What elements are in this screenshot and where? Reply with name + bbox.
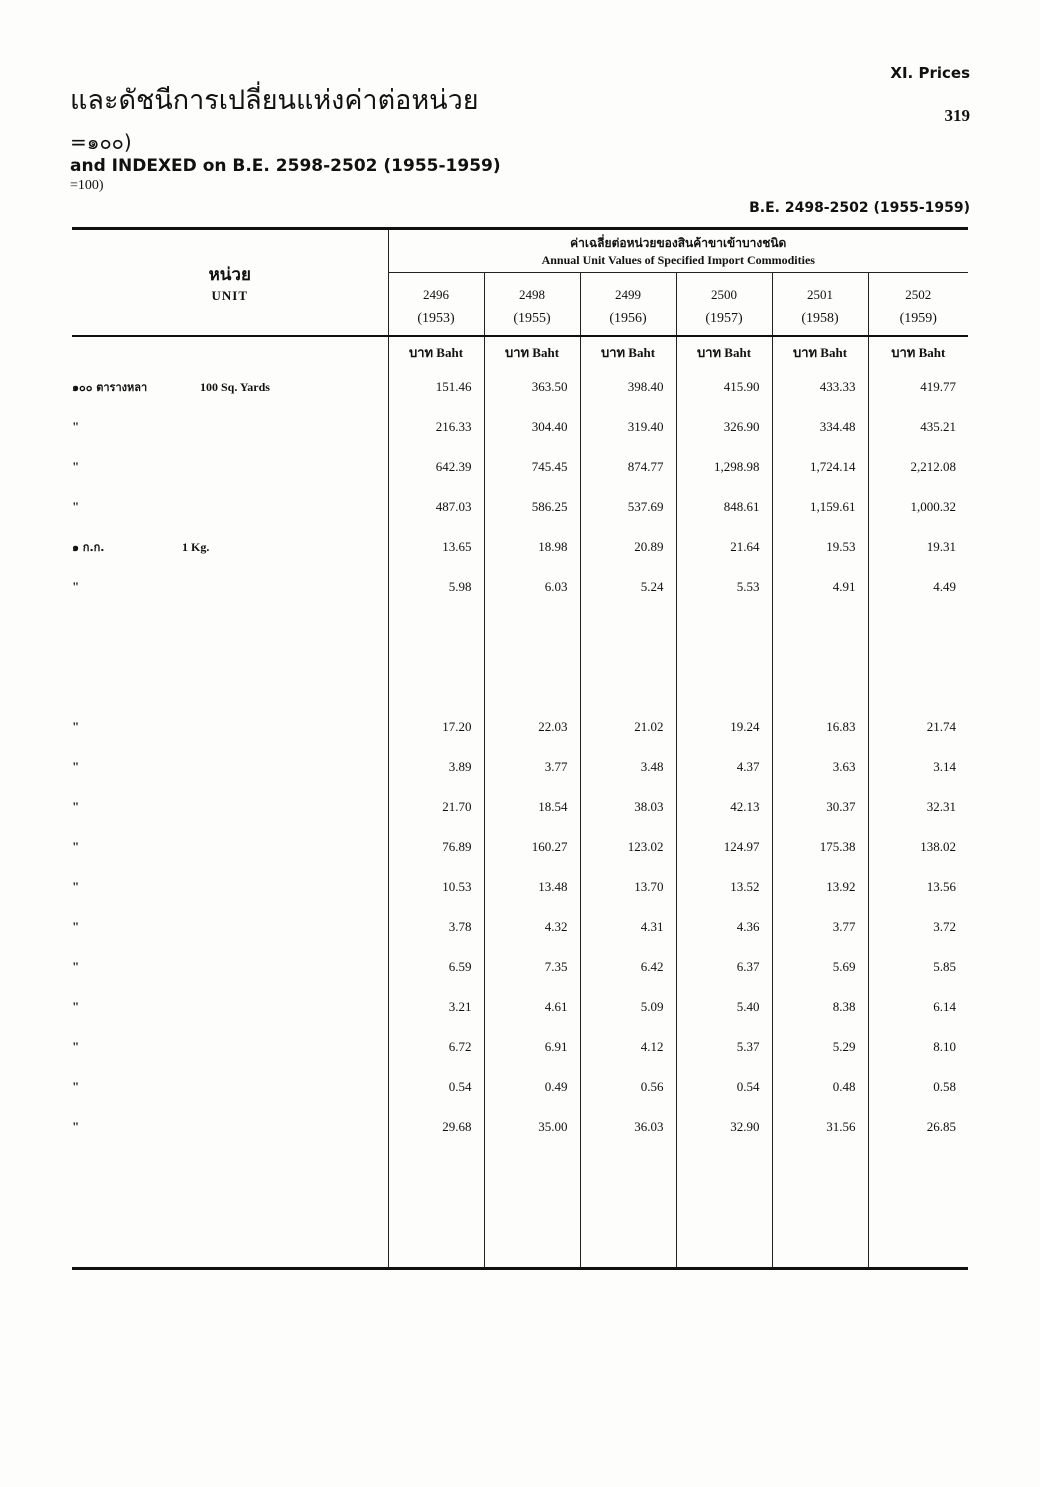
year-be-cell: 2498: [484, 273, 580, 304]
value-cell: 4.12: [580, 1027, 676, 1067]
value-cell: 4.37: [676, 747, 772, 787]
value-cell: 13.65: [388, 527, 484, 567]
value-cell: 13.52: [676, 867, 772, 907]
unit-cell: [72, 1067, 388, 1107]
unit-cell: [72, 447, 388, 487]
value-cell: 29.68: [388, 1107, 484, 1147]
unit-cell: [72, 487, 388, 527]
year-be-cell: 2496: [388, 273, 484, 304]
title-thai: และดัชนีการเปลี่ยนแห่งค่าต่อหน่วย: [70, 85, 479, 116]
section-label: XI. Prices: [890, 64, 970, 82]
unit-cell: [72, 567, 388, 607]
spacer-cell: [772, 607, 868, 707]
spacer-cell: [388, 607, 484, 707]
ditto-mark: ": [72, 999, 80, 1014]
table-row: [72, 1027, 968, 1067]
value-cell: 3.21: [388, 987, 484, 1027]
value-cell: 138.02: [920, 839, 957, 854]
ditto-mark: ": [72, 1039, 80, 1054]
value-cell: 26.85: [926, 1119, 957, 1134]
value-cell: 19.53: [772, 527, 868, 567]
tail-cell: [388, 1147, 484, 1269]
table-row: [72, 747, 968, 787]
value-cell: 398.40: [580, 367, 676, 407]
value-cell: 42.13: [676, 787, 772, 827]
year-be-cell: 2502: [905, 287, 932, 302]
value-cell: 6.91: [484, 1027, 580, 1067]
value-cell: 0.49: [484, 1067, 580, 1107]
table-row: [72, 487, 968, 527]
value-cell: 21.70: [388, 787, 484, 827]
title-english-suffix: =100): [70, 178, 104, 193]
value-cell: 123.02: [580, 827, 676, 867]
spacer-cell: [868, 607, 968, 707]
value-cell: 13.92: [772, 867, 868, 907]
value-cell: 642.39: [388, 447, 484, 487]
value-cell: 435.21: [920, 419, 957, 434]
year-ce-cell: (1958): [772, 303, 868, 336]
value-cell: 16.83: [772, 707, 868, 747]
unit-cell-empty: [72, 336, 388, 367]
spacer-row: [72, 607, 968, 707]
currency-cell: บาท Baht: [676, 336, 772, 367]
value-cell: 319.40: [580, 407, 676, 447]
value-cell: 3.14: [933, 759, 957, 774]
value-cell: 21.02: [580, 707, 676, 747]
year-ce-cell: (1955): [484, 303, 580, 336]
table-row: [72, 527, 968, 567]
value-cell: 1,298.98: [676, 447, 772, 487]
value-cell: 3.78: [388, 907, 484, 947]
value-cell: 216.33: [388, 407, 484, 447]
value-cell: 848.61: [676, 487, 772, 527]
value-cell: 17.20: [388, 707, 484, 747]
value-cell: 0.48: [772, 1067, 868, 1107]
currency-cell: บาท Baht: [484, 336, 580, 367]
unit-cell: [72, 827, 388, 867]
unit-values-table: [72, 227, 968, 1270]
value-cell: 3.89: [388, 747, 484, 787]
unit-cell: [72, 407, 388, 447]
table-row: [72, 947, 968, 987]
table-row: [72, 367, 968, 407]
unit-header-english: UNIT: [211, 288, 248, 303]
value-cell: 6.14: [933, 999, 957, 1014]
value-cell: 5.29: [772, 1027, 868, 1067]
value-cell: 537.69: [580, 487, 676, 527]
year-ce-cell: (1953): [388, 303, 484, 336]
value-cell: 419.77: [920, 379, 957, 394]
value-cell: 20.89: [580, 527, 676, 567]
value-cell: 160.27: [484, 827, 580, 867]
value-cell: 21.64: [676, 527, 772, 567]
ditto-mark: ": [72, 719, 80, 734]
spacer-cell: [580, 607, 676, 707]
spacer-cell: [484, 607, 580, 707]
unit-cell: [72, 747, 388, 787]
tail-cell: [72, 1147, 388, 1269]
ditto-mark: ": [72, 1119, 80, 1134]
year-be-cell: 2501: [772, 273, 868, 304]
value-cell: 5.40: [676, 987, 772, 1027]
value-cell: 31.56: [772, 1107, 868, 1147]
value-cell: 2,212.08: [910, 459, 957, 474]
value-cell: 8.10: [933, 1039, 957, 1054]
title-thai-suffix: =๑๐๐): [70, 130, 132, 154]
value-cell: 745.45: [484, 447, 580, 487]
value-cell: 5.69: [772, 947, 868, 987]
ditto-mark: ": [72, 839, 80, 854]
value-cell: 4.32: [484, 907, 580, 947]
value-cell: 13.48: [484, 867, 580, 907]
ditto-mark: ": [72, 499, 80, 514]
unit-cell: [72, 947, 388, 987]
table-row: [72, 987, 968, 1027]
title-english: and INDEXED on B.E. 2598-2502 (1955-1959): [70, 156, 501, 176]
unit-cell: [72, 1027, 388, 1067]
table-row: [72, 707, 968, 747]
value-cell: 5.37: [676, 1027, 772, 1067]
ditto-mark: ": [72, 759, 80, 774]
value-cell: 175.38: [772, 827, 868, 867]
value-cell: 35.00: [484, 1107, 580, 1147]
value-cell: 76.89: [388, 827, 484, 867]
table-row: [72, 447, 968, 487]
unit-header: [72, 229, 388, 337]
ditto-mark: ": [72, 1079, 80, 1094]
value-cell: 1,724.14: [772, 447, 868, 487]
tail-cell: [772, 1147, 868, 1269]
value-cell: 0.58: [933, 1079, 957, 1094]
unit-cell: [72, 367, 388, 407]
table-row: [72, 867, 968, 907]
unit-cell: [72, 787, 388, 827]
value-cell: 151.46: [388, 367, 484, 407]
value-cell: 4.31: [580, 907, 676, 947]
table-row: [72, 1107, 968, 1147]
value-cell: 18.54: [484, 787, 580, 827]
value-cell: 7.35: [484, 947, 580, 987]
table-row: [72, 907, 968, 947]
value-cell: 3.48: [580, 747, 676, 787]
value-cell: 0.54: [676, 1067, 772, 1107]
value-cell: 1,159.61: [772, 487, 868, 527]
currency-row: [72, 336, 968, 367]
year-be-cell: 2500: [676, 273, 772, 304]
currency-cell: บาท Baht: [580, 336, 676, 367]
tail-cell: [868, 1147, 968, 1269]
year-be-cell: 2499: [580, 273, 676, 304]
table-row: [72, 787, 968, 827]
value-cell: 8.38: [772, 987, 868, 1027]
value-cell: 3.77: [484, 747, 580, 787]
value-cell: 6.59: [388, 947, 484, 987]
ditto-mark: ": [72, 419, 80, 434]
currency-cell: บาท Baht: [772, 336, 868, 367]
value-cell: 13.56: [926, 879, 957, 894]
ditto-mark: ": [72, 459, 80, 474]
currency-cell: บาท Baht: [891, 344, 946, 360]
value-cell: 326.90: [676, 407, 772, 447]
ditto-mark: ": [72, 959, 80, 974]
year-ce-cell: (1956): [580, 303, 676, 336]
ditto-mark: ": [72, 919, 80, 934]
group-header: [388, 229, 968, 273]
value-cell: 30.37: [772, 787, 868, 827]
page-number: 319: [944, 106, 970, 125]
tail-cell: [676, 1147, 772, 1269]
unit-english: 1 Kg.: [182, 540, 210, 554]
period-label: B.E. 2498-2502 (1955-1959): [749, 200, 970, 216]
year-ce-cell: (1957): [676, 303, 772, 336]
value-cell: 124.97: [676, 827, 772, 867]
value-cell: 5.85: [933, 959, 957, 974]
unit-cell: [72, 987, 388, 1027]
value-cell: 334.48: [772, 407, 868, 447]
value-cell: 19.31: [926, 539, 957, 554]
tail-row: [72, 1147, 968, 1269]
value-cell: 22.03: [484, 707, 580, 747]
table-body: [72, 336, 968, 1269]
spacer-cell: [72, 607, 388, 707]
tail-cell: [484, 1147, 580, 1269]
value-cell: 36.03: [580, 1107, 676, 1147]
value-cell: 10.53: [388, 867, 484, 907]
currency-cell: บาท Baht: [388, 336, 484, 367]
value-cell: 4.49: [933, 579, 957, 594]
value-cell: 586.25: [484, 487, 580, 527]
unit-cell: [72, 527, 388, 567]
value-cell: 433.33: [772, 367, 868, 407]
value-cell: 6.03: [484, 567, 580, 607]
value-cell: 6.42: [580, 947, 676, 987]
value-cell: 6.72: [388, 1027, 484, 1067]
unit-thai: ๑ ก.ก.: [72, 541, 105, 554]
value-cell: 3.77: [772, 907, 868, 947]
value-cell: 304.40: [484, 407, 580, 447]
value-cell: 487.03: [388, 487, 484, 527]
value-cell: 3.63: [772, 747, 868, 787]
unit-english: 100 Sq. Yards: [200, 380, 270, 394]
unit-cell: [72, 907, 388, 947]
value-cell: 32.31: [926, 799, 957, 814]
value-cell: 38.03: [580, 787, 676, 827]
value-cell: 5.24: [580, 567, 676, 607]
value-cell: 874.77: [580, 447, 676, 487]
table-row: [72, 1067, 968, 1107]
group-header-english: Annual Unit Values of Specified Import Commodities: [541, 253, 815, 267]
value-cell: 4.91: [772, 567, 868, 607]
unit-header-thai: หน่วย: [208, 265, 251, 285]
table-row: [72, 407, 968, 447]
value-cell: 32.90: [676, 1107, 772, 1147]
unit-cell: [72, 707, 388, 747]
value-cell: 4.61: [484, 987, 580, 1027]
value-cell: 0.56: [580, 1067, 676, 1107]
unit-cell: [72, 1107, 388, 1147]
value-cell: 21.74: [926, 719, 957, 734]
ditto-mark: ": [72, 879, 80, 894]
value-cell: 3.72: [933, 919, 957, 934]
table-row: [72, 827, 968, 867]
value-cell: 363.50: [484, 367, 580, 407]
ditto-mark: ": [72, 799, 80, 814]
tail-cell: [580, 1147, 676, 1269]
value-cell: 13.70: [580, 867, 676, 907]
value-cell: 19.24: [676, 707, 772, 747]
spacer-cell: [676, 607, 772, 707]
year-ce-cell: (1959): [868, 303, 968, 336]
unit-thai: ๑๐๐ ตารางหลา: [72, 381, 148, 394]
value-cell: 1,000.32: [910, 499, 957, 514]
table-row: [72, 567, 968, 607]
value-cell: 0.54: [388, 1067, 484, 1107]
value-cell: 18.98: [484, 527, 580, 567]
value-cell: 5.09: [580, 987, 676, 1027]
value-cell: 415.90: [676, 367, 772, 407]
value-cell: 5.53: [676, 567, 772, 607]
value-cell: 4.36: [676, 907, 772, 947]
value-cell: 6.37: [676, 947, 772, 987]
value-cell: 5.98: [388, 567, 484, 607]
group-header-thai: ค่าเฉลี่ยต่อหน่วยของสินค้าขาเข้าบางชนิด: [570, 236, 787, 250]
ditto-mark: ": [72, 579, 80, 594]
unit-cell: [72, 867, 388, 907]
